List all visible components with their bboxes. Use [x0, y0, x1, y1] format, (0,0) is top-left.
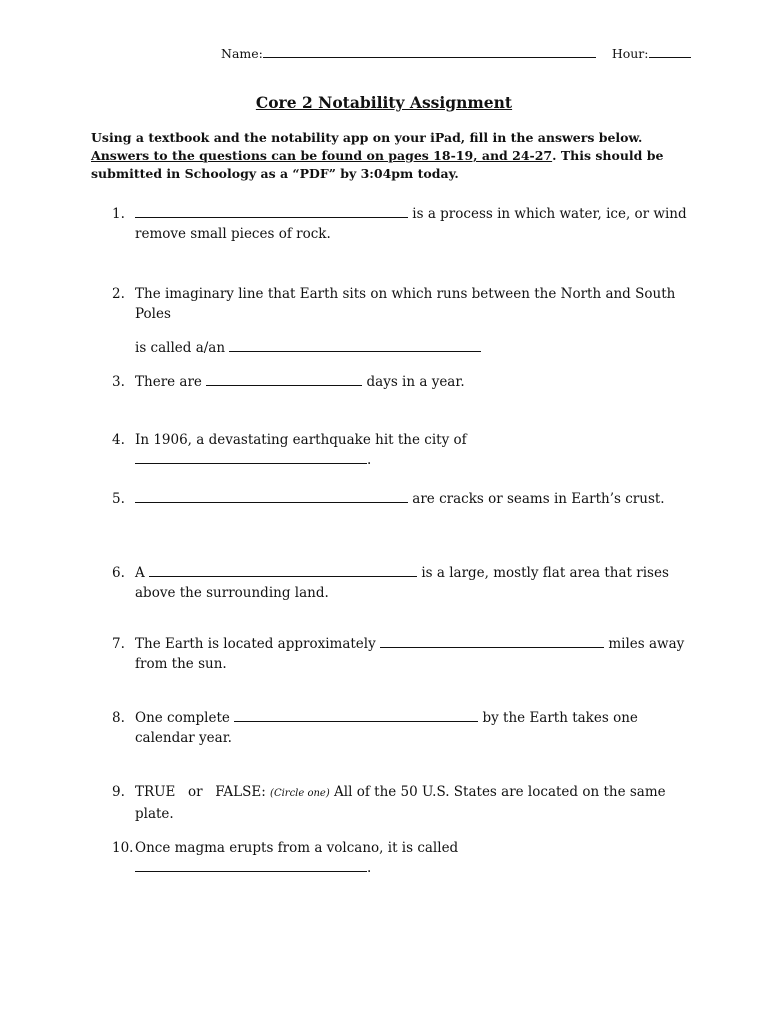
circle-one-note: (Circle one) — [270, 788, 330, 799]
question-text: A — [135, 565, 150, 581]
question-text: The Earth is located approximately — [135, 636, 381, 652]
question-number: 4. — [112, 432, 125, 448]
answer-blank-7[interactable] — [380, 634, 604, 648]
answer-blank-1[interactable] — [135, 204, 408, 218]
name-blank[interactable] — [263, 46, 596, 58]
instructions-part1: Using a textbook and the notability app on your iPad, fill in the answers below. — [91, 130, 643, 145]
answer-blank-4[interactable] — [135, 450, 367, 464]
question-9 — [112, 782, 687, 824]
question-text: All of the 50 U.S. States are located on the same plate. — [135, 784, 666, 822]
question-number: 7. — [112, 636, 125, 652]
question-text: is a large, mostly flat area that rises above the surrounding land. — [135, 565, 669, 601]
question-text: miles away from the sun. — [135, 636, 685, 672]
question-7 — [112, 634, 687, 674]
instructions — [91, 129, 681, 183]
question-text: In 1906, a devastating earthquake hit the city of — [135, 432, 467, 448]
answer-blank-10[interactable] — [135, 858, 367, 872]
question-number: 9. — [112, 784, 125, 800]
question-text: are cracks or seams in Earth’s crust. — [408, 491, 665, 507]
question-number: 5. — [112, 491, 125, 507]
question-10 — [112, 838, 687, 878]
question-text: . — [367, 860, 372, 876]
question-2 — [112, 284, 687, 358]
question-text: is a process in which water, ice, or wind remove small pieces of rock. — [135, 206, 687, 242]
question-text: is called a/an — [135, 340, 230, 356]
hour-label: Hour: — [611, 46, 649, 61]
answer-blank-8[interactable] — [234, 708, 478, 722]
question-text: by the Earth takes one calendar year. — [135, 710, 638, 746]
answer-blank-3[interactable] — [206, 372, 362, 386]
instructions-part3: . This should be submitted in Schoology as a “PDF” by 3:04pm today. — [91, 148, 664, 181]
question-number: 8. — [112, 710, 125, 726]
question-number: 2. — [112, 286, 125, 302]
true-option[interactable]: TRUE — [135, 784, 176, 800]
question-6 — [112, 563, 687, 603]
answer-blank-6[interactable] — [149, 563, 417, 577]
question-text: . — [367, 452, 372, 468]
question-4 — [112, 430, 687, 470]
page-title: Core 2 Notability Assignment — [255, 93, 513, 112]
question-3 — [112, 372, 687, 392]
question-5 — [112, 489, 687, 509]
question-text: Once magma erupts from a volcano, it is called — [135, 840, 459, 856]
question-number: 6. — [112, 565, 125, 581]
name-label: Name: — [221, 46, 263, 61]
question-text: One complete — [135, 710, 235, 726]
hour-blank[interactable] — [649, 46, 691, 58]
name-hour-header — [221, 46, 691, 61]
answer-blank-2[interactable] — [229, 338, 481, 352]
question-number: 3. — [112, 374, 125, 390]
false-option[interactable]: FALSE: — [215, 784, 266, 800]
question-text: There are — [135, 374, 207, 390]
question-text: days in a year. — [362, 374, 465, 390]
or-text: or — [188, 784, 203, 800]
question-number: 10. — [112, 840, 134, 856]
question-number: 1. — [112, 206, 125, 222]
question-1 — [112, 204, 687, 244]
answer-blank-5[interactable] — [135, 489, 408, 503]
instructions-pages: Answers to the questions can be found on pages 18-19, and 24-27 — [91, 148, 553, 163]
question-8 — [112, 708, 687, 748]
question-text: The imaginary line that Earth sits on which runs between the North and South Poles — [135, 286, 676, 322]
